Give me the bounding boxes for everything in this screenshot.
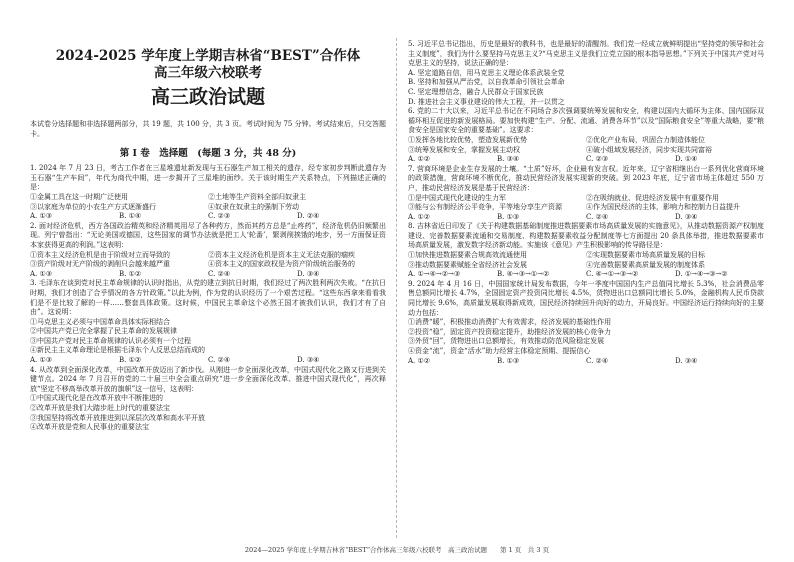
answer-choice: C. ④→①→③→② [586, 270, 639, 279]
answer-choices [408, 270, 764, 280]
statement: ④资金“流”，资金“活水”助力经营主体稳定预期、提振信心 [408, 347, 591, 355]
answer-choices [30, 356, 386, 366]
statement: C. 坚定理想信念，融合人民群众于国家民族 [408, 87, 544, 96]
statement: ③我国坚持将改革开放推进到以深层次改革和高水平开放 [30, 413, 205, 422]
statement: ②中国共产党已完全掌握了民主革命的发展规律 [30, 327, 177, 336]
answer-choice: A. ①③ [30, 212, 53, 221]
answer-choice: C. ②③ [208, 212, 231, 221]
statement-list [408, 194, 764, 213]
statement: B. 坚持和加强从严治党，以自我革命引领社会革命 [408, 78, 565, 87]
answer-choices [30, 270, 386, 280]
answer-choice: A. ①③ [30, 356, 53, 365]
answer-choice: B. ①④ [119, 212, 142, 221]
question-stem: 3. 毛泽东在谈到党对民主革命规律的认识时指出，从党的建立到抗日时期，我们经过了两次胜利两次失败。“在抗日时期，我们才创造了合乎情况的各方针政策。”以此为例，作为党的认识经历了一个艰苦过程。“这些东西拿来看看我们是不是比较了解的一样……整套具体政策。这时候，中国民主革命这个必然王国才被我们认识，我们才有了自由”。这说明： [30, 279, 386, 317]
left-question-list [30, 164, 386, 433]
answer-choice: C. ②④ [586, 212, 609, 221]
statement: ①中国式现代化是在改革开放中不断推进的 [30, 394, 163, 403]
answer-choice: D. ③④ [675, 212, 698, 221]
answer-choice: A. ①③ [30, 269, 53, 278]
exam-notice: 本试卷分选择题和非选择题两部分，共 19 题，共 100 分，共 3 页。考试时间为 75 分钟。考试结束后，只交答题卡。 [30, 120, 386, 138]
statement: ④作为国民经济的主体，影响力和控制力日益提升 [586, 203, 740, 212]
answer-choice: D. ②④ [297, 212, 320, 221]
answer-choice: B. ①③ [497, 212, 520, 221]
section-heading: 第 I 卷 选择题 (每题 3 分，共 48 分) [119, 148, 297, 160]
statement: ①资本主义经济危机是由于阶级对立而导致的 [30, 250, 170, 259]
answer-choice: A. ①② [408, 212, 431, 221]
statement: ④新民主主义革命理论是根据毛泽东个人反思总结而成的 [30, 346, 205, 355]
question [30, 366, 386, 433]
answer-choices [408, 213, 764, 223]
question-stem: 5. 习近平总书记指出，历史是最好的教科书，也是最好的清醒剂。我们党一经成立就鲜明提出“坚持党的领导和社会主义制度”，我们为什么要坚持马克思主义?“马克思主义是我们立党立国的根本指导思想。”下列关于中国共产党对马克思主义的坚持，说法正确的是： [408, 40, 764, 68]
question [408, 222, 764, 280]
statement: ②投资“稳”，固定资产投资稳定提升，助推经济发展的核心竞争力 [408, 327, 612, 336]
answer-choice: C. ②④ [586, 356, 609, 365]
answer-choice: A. ①② [408, 155, 431, 164]
question [408, 40, 764, 107]
answer-choice: C. ②④ [208, 356, 231, 365]
question [30, 164, 386, 222]
statement-list [408, 136, 764, 155]
statement: ④改革开放是党和人民事业的重要法宝 [30, 423, 149, 432]
question [408, 107, 764, 165]
statement: ③资产阶级对无产阶级的剥削只会越来越严重 [30, 260, 170, 269]
question-stem: 9. 2024 年 4 月 16 日，中国国家统计局发布数据，今年一季度中国国内生产总值同比增长 5.3%，社会消费品零售总额同比增长 4.7%，全国固定资产投资同比增长 4.5%，货物进出口总额同比增长 5.0%，金融机构人民币贷款同比增长 9.6%，高质量发展取得新成效，国民经济持续回升向好的动力，开局良好。中国经济运行持续向好的主要动力包括： [408, 279, 764, 317]
question-stem: 1. 2024 年 7 月 23 日，考古工作者在三星堆遗址新发现与玉石器生产加工相关的遗存，经专家初步判断此遗存为玉石器“生产车间”，年代为商代中期，进一步揭开了三星堆的面纱。关于该时期生产关系特点，下列描述正确的是： [30, 164, 386, 192]
exam-title-line2: 高三年级六校联考 [154, 65, 262, 81]
answer-choice: A. ①② [408, 356, 431, 365]
right-column [408, 40, 764, 544]
statement: ②资本主义经济危机是资本主义无法克服的痼疾 [208, 250, 355, 259]
statement-list [30, 251, 386, 270]
statement: ③能与公有制经济公平竞争，平等地分享生产资源 [408, 203, 562, 212]
exam-subject-title: 高三政治试题 [150, 86, 265, 108]
statement: ②改革开放是我们大踏步赶上时代的重要法宝 [30, 404, 170, 413]
statement: ②实现数据要素市场高质量发展的目标 [586, 251, 705, 260]
exam-title-line1: 2024-2025 学年度上学期吉林省“BEST”合作体 [55, 48, 361, 64]
answer-choice: D. ①→④→③→② [675, 270, 728, 279]
statement: ④破小组域发展经济，同步实现共同富裕 [586, 145, 712, 154]
answer-choice: D. ③④ [297, 269, 320, 278]
statement: ②优化产业布局，巩固合力制造体能位 [586, 135, 705, 144]
answer-choice: D. ③④ [675, 356, 698, 365]
answer-choice: D. ①④ [675, 155, 698, 164]
question [30, 222, 386, 280]
question-stem: 6. 党的二十大以来，习近平总书记在不同场合多次强调要统筹发展和安全，构建以国内大循环为主体、国内国际双循环相互促进的新发展格局。要加快构建“生产、分配、流通、消费各环节”以及“国际粮食安全”等重大战略，要“粮食安全是国家安全的重要基础”。这要求： [408, 107, 764, 135]
statement: ①消费“暖”，积极推动消费扩大有效需求，经济发展的基础性作用 [408, 318, 612, 327]
statement: ④奴隶在奴隶主的强制下劳动 [208, 202, 299, 211]
question-stem: 7. 营商环境是企业生存发展的土壤。“土质”好坏，企业最有发言权。近年来，辽宁省相继出台一系列优化营商环境的政策措施，营商环境不断优化，推动民营经济发展实现新的突破。到 2023 年底，辽宁省市场主体超过 550 万户，推动民营经济发展是基于民营经济： [408, 164, 764, 192]
answer-choice: B. ①② [119, 356, 142, 365]
answer-choice: B. ④→③→①→② [497, 270, 550, 279]
statement: ③外贸“回”，货物进出口总额增长，有效推动防范风险稳定发展 [408, 337, 605, 346]
statement: ④完善数据要素高质量发展的制度体系 [586, 260, 705, 269]
statement: ①发挥各地比较优势，塑造发展新优势 [408, 135, 527, 144]
answer-choice: B. ③④ [497, 155, 520, 164]
statement: ②土地等生产资料全部归奴隶主 [208, 192, 306, 201]
statement-list [408, 251, 764, 270]
answer-choice: B. ①③ [497, 356, 520, 365]
answer-choices [408, 155, 764, 165]
right-question-list [408, 40, 764, 366]
statement: ③推动数据要素赋能全省经济社会发展 [408, 260, 527, 269]
left-column [30, 40, 386, 540]
statement: ③统筹发展和安全，掌握发展主动权 [408, 145, 520, 154]
statement: A. 坚定道路自信，用马克思主义理论体系武装全党 [408, 68, 565, 77]
statement: ①马克思主义必须与中国革命具体实际相结合 [30, 317, 170, 326]
statement: ①是中国式现代化建设的生力军 [408, 193, 506, 202]
statement-list [30, 193, 386, 212]
statement: ②在吸纳就业、促进经济发展中有重要作用 [586, 193, 719, 202]
statement: ①金属工具在这一时期广泛使用 [30, 192, 128, 201]
answer-choice: A. ①→④→②→③ [408, 270, 461, 279]
question-stem: 2. 面对经济危机，西方各国政治精英和经济精英用尽了各种药方，然而其药方总是“止疼药”，经济危机仍旧频繁出现。列宁曾指出：“无论美国或德国，这些国家的调节办法就是把工人‘轮番’，繁剥削挨饿的地步，另一方面保证资本家获得更高的利润。”这表明： [30, 221, 386, 249]
statement: D. 推进社会主义事业建设的伟大工程，并一以贯之 [408, 97, 565, 106]
answer-choice: C. ②④ [208, 269, 231, 278]
answer-choice: D. ③④ [297, 356, 320, 365]
statement: ③以家庭为单位的小农生产方式逐渐盛行 [30, 202, 156, 211]
question [30, 279, 386, 365]
answer-choice: C. ②③ [586, 155, 609, 164]
answer-choices [408, 357, 764, 367]
question-stem: 4. 从改革到全面深化改革，中国改革开放迈出了新步伐。从刚进一步全面深化改革，中国式现代化之路又行进到关键节点。2024 年 7 月召开的党的二十届三中全会重点研究“进一步全面深化改革、推进中国式现代化”，再次释放“坚定不移高举改革开放的旗帜”这一信号，这表明： [30, 365, 386, 393]
answer-choices [30, 212, 386, 222]
statement: ③中国共产党对民主革命规律的认识必须有一个过程 [30, 336, 191, 345]
statement: ①加快推进数据要素合规高效流通使用 [408, 251, 527, 260]
answer-choice: B. ①② [119, 269, 142, 278]
question [408, 165, 764, 223]
question [408, 280, 764, 366]
page-footer: 2024—2025 学年度上学期吉林省“BEST”合作体高三年级六校联考 高三政治试题 第 1 页 共 3 页 [244, 546, 550, 554]
column-divider [396, 38, 397, 538]
question-stem: 8. 吉林省近日印发了《关于构建数据基础制度推进数据要素市场高质量发展的实施意见》，从推动数据资源产权制度建设、完善数据要素流通和交易制度、构建数据要素收益分配制度等七方面提出 20 条具体举措，推进数据要素市场高质量发展，激发数字经济新动能。实施该《意见》产生积极影响的传导路径是： [408, 222, 764, 250]
statement: ④资本主义的国家政权是为资产阶级统治服务的 [208, 260, 355, 269]
